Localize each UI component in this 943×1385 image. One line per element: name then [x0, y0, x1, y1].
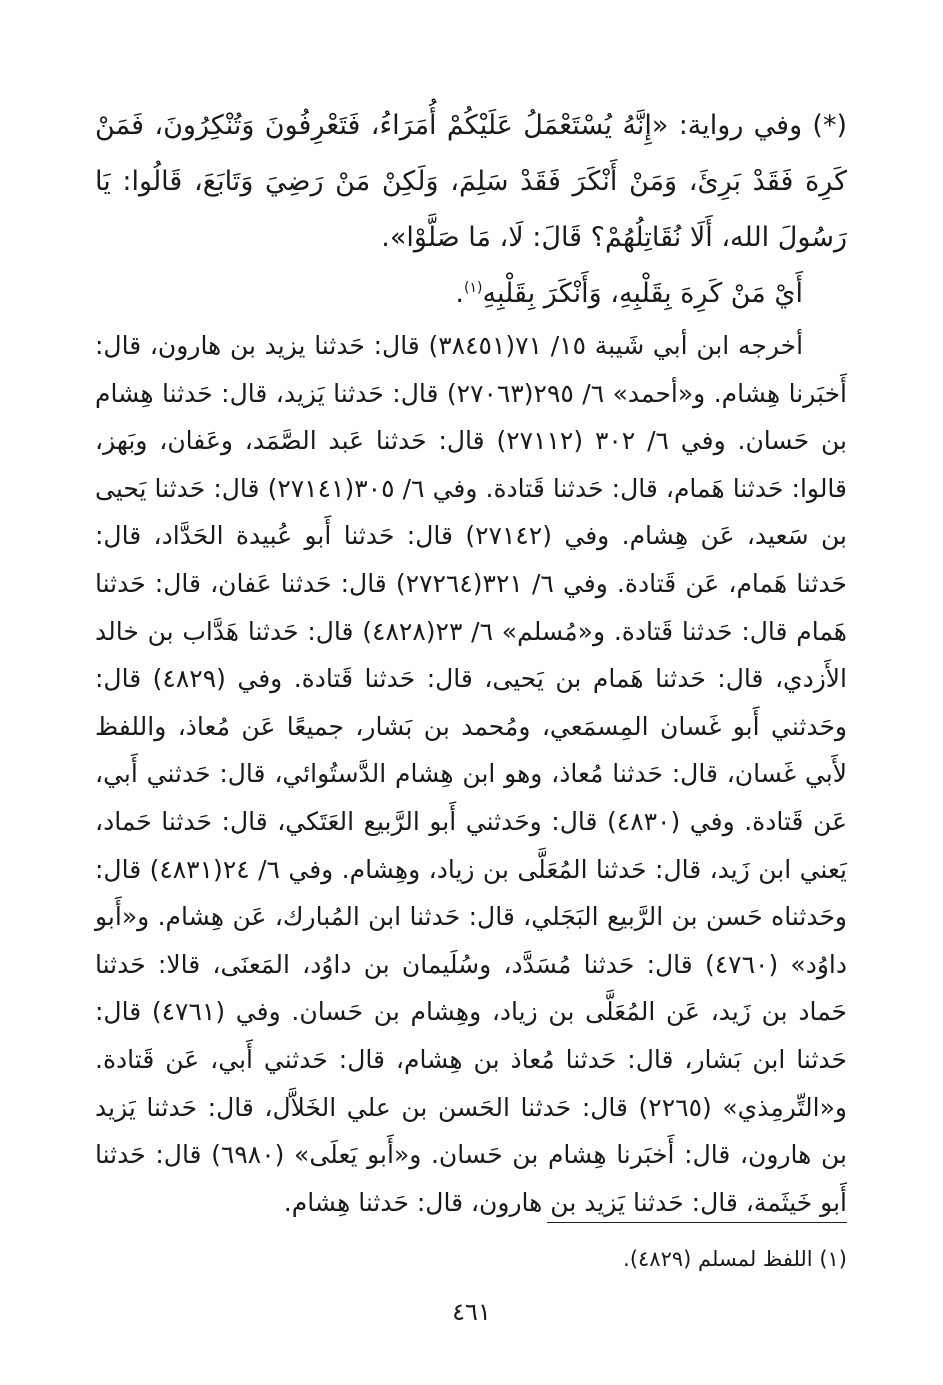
- footnote: (١) اللفظ لمسلم (٤٨٢٩).: [623, 1247, 847, 1271]
- page-body: [95, 98, 847, 1226]
- page-number: ٤٦١: [452, 1298, 491, 1326]
- footnote-divider: [547, 1222, 847, 1223]
- hadith-text: (*) وفي رواية: «إِنَّهُ يُسْتَعْمَلُ عَلَيْكُمْ أُمَرَاءُ، فَتَعْرِفُونَ وَتُنْكِرُونَ، فَمَنْ كَرِهَ فَقَدْ بَرِئَ، وَمَنْ أَنْكَرَ فَقَدْ سَلِمَ، وَلَكِنْ مَنْ رَضِيَ وَتَابَعَ، قَالُوا: يَا رَسُولَ الله، أَلَا نُقَاتِلُهُمْ؟ قَالَ: لَا، مَا صَلَّوْا».: [95, 110, 847, 253]
- hadith-explanation-text: أَيْ مَنْ كَرِهَ بِقَلْبِهِ، وَأَنْكَرَ بِقَلْبِهِ: [482, 278, 803, 309]
- hadith-explanation-end: .: [455, 278, 465, 309]
- takhrij-paragraph: أخرجه ابن أبي شَيبة ١٥/ ٧١(٣٨٤٥١) قال: حَدثنا يزيد بن هارون، قال: أَخبَرنا هِشام. و«أحمد» ٦/ ٢٩٥(٢٧٠٦٣) قال: حَدثنا يَزيد، قال: حَدثنا هِشام بن حَسان. وفي ٦/ ٣٠٢ (٢٧١١٢) قال: حَدثنا عَبد الصَّمَد، وعَفان، وبَهز، قالوا: حَدثنا هَمام، قال: حَدثنا قَتادة. وفي ٦/ ٣٠٥(٢٧١٤١) قال: حَدثنا يَحيى بن سَعيد، عَن هِشام. وفي (٢٧١٤٢) قال: حَدثنا أَبو عُبيدة الحَدَّاد، قال: حَدثنا هَمام، عَن قَتادة. وفي ٦/ ٣٢١(٢٧٢٦٤) قال: حَدثنا عَفان، قال: حَدثنا هَمام قال: حَدثنا قَتادة. و«مُسلم» ٦/ ٢٣(٤٨٢٨) قال: حَدثنا هَدَّاب بن خالد الأَزدي، قال: حَدثنا هَمام بن يَحيى، قال: حَدثنا قَتادة. وفي (٤٨٢٩) قال: وحَدثني أَبو غَسان المِسمَعي، ومُحمد بن بَشار، جميعًا عَن مُعاذ، واللفظ لأَبي غَسان، قال: حَدثنا مُعاذ، وهو ابن هِشام الدَّستُوائي، قال: حَدثني أَبي، عَن قَتادة. وفي (٤٨٣٠) قال: وحَدثني أَبو الرَّبيع العَتَكي، قال: حَدثنا حَماد، يَعني ابن زَيد، قال: حَدثنا المُعَلَّى بن زياد، وهِشام. وفي ٦/ ٢٤(٤٨٣١) قال: وحَدثناه حَسن بن الرَّبيع البَجَلي، قال: حَدثنا ابن المُبارك، عَن هِشام. و«أَبو داوُد» (٤٧٦٠) قال: حَدثنا مُسَدَّد، وسُلَيمان بن داوُد، المَعنَى، قالا: حَدثنا حَماد بن زَيد، عَن المُعَلَّى بن زياد، وهِشام بن حَسان. وفي (٤٧٦١) قال: حَدثنا ابن بَشار، قال: حَدثنا مُعاذ بن هِشام، قال: حَدثني أَبي، عَن قَتادة. و«التِّرمِذي» (٢٢٦٥) قال: حَدثنا الحَسن بن علي الخَلاَّل، قال: حَدثنا يَزيد بن هارون، قال: أَخبَرنا هِشام بن حَسان. و«أَبو يَعلَى» (٦٩٨٠) قال: حَدثنا أَبو خَيثَمة، قال: حَدثنا يَزيد بن هارون، قال: حَدثنا هِشام.: [95, 331, 848, 1217]
- hadith-explanation: [95, 266, 847, 322]
- footnote-reference[interactable]: (١): [464, 280, 483, 296]
